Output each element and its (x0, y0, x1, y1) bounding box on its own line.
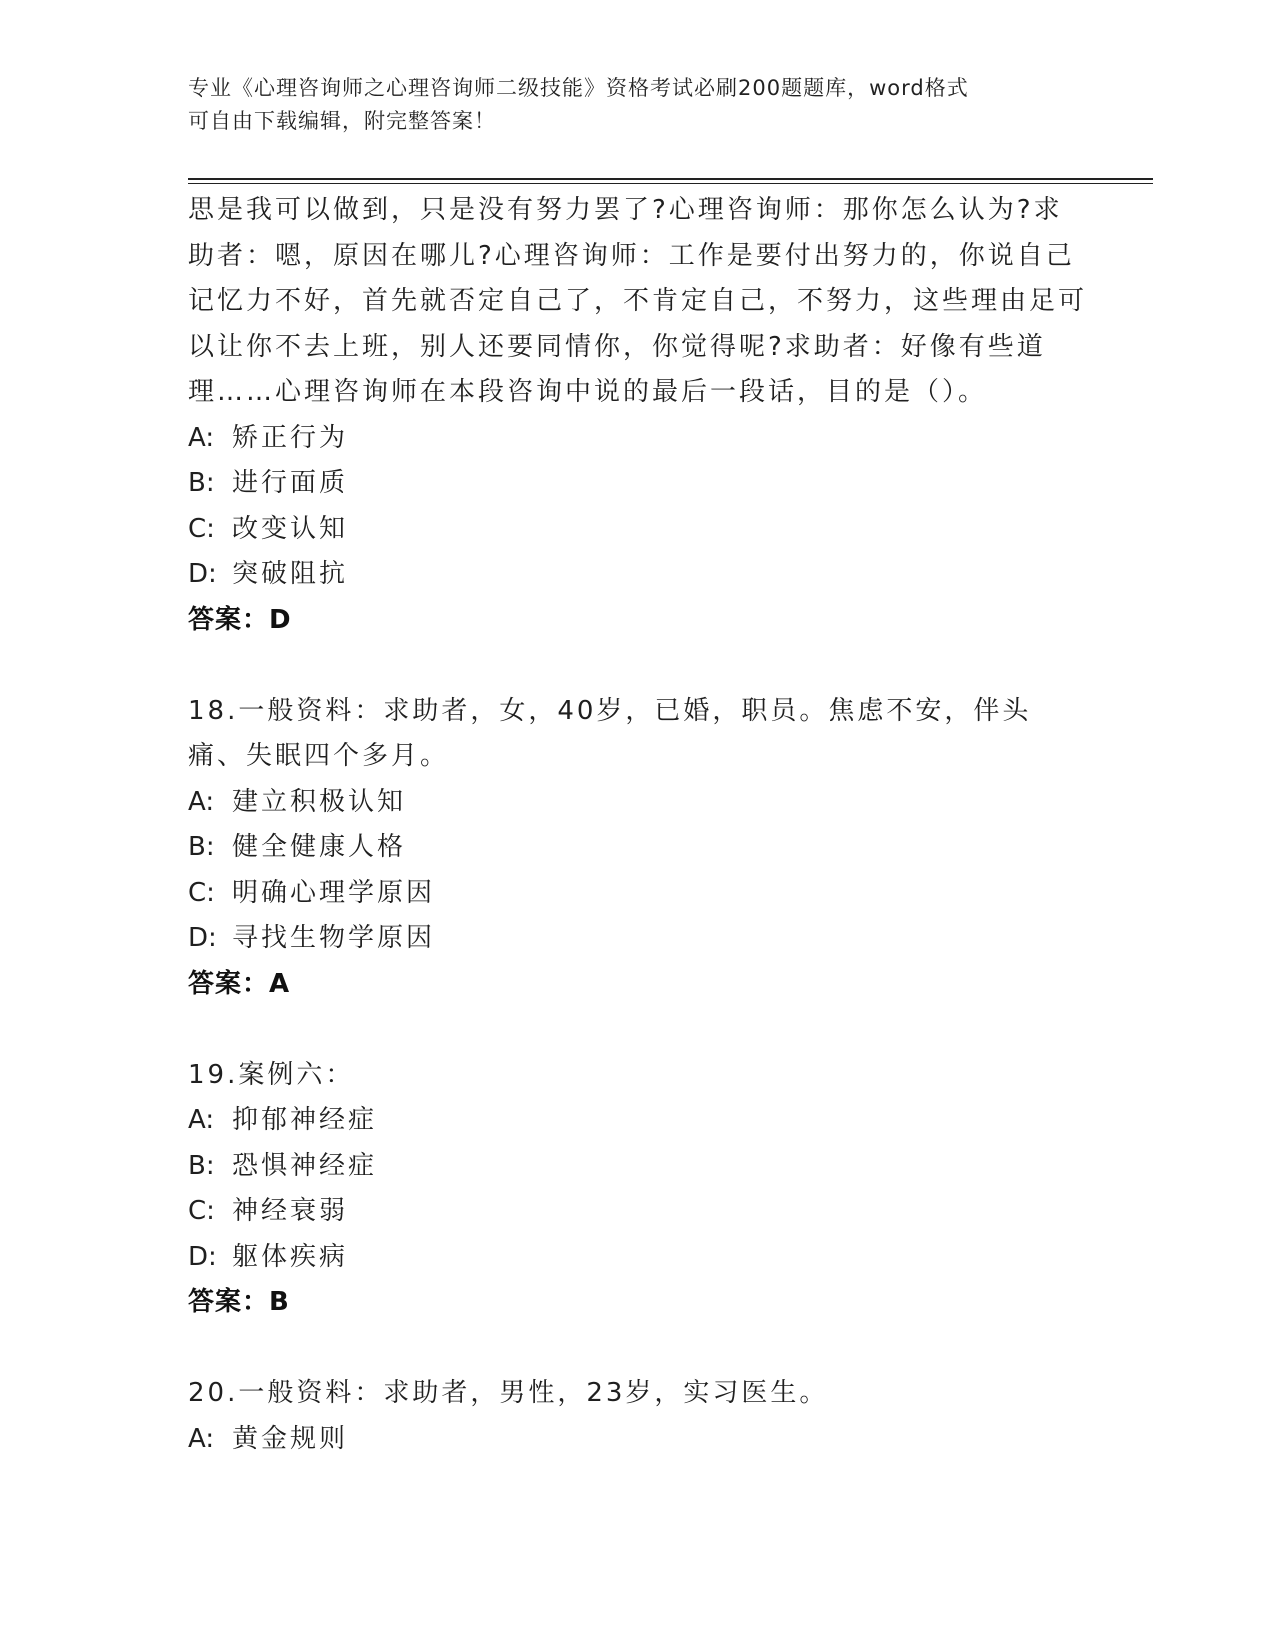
option-letter: A: (188, 422, 215, 453)
option-b (188, 825, 1088, 871)
option-a (188, 780, 1088, 826)
option-d (188, 916, 1088, 962)
option-text: 躯体疾病 (232, 1241, 349, 1272)
spacer (188, 643, 1088, 689)
option-d (188, 1235, 1088, 1281)
option-text: 进行面质 (232, 468, 349, 498)
question-20 (188, 1371, 1088, 1462)
answer-line: 答案：B (188, 1287, 290, 1317)
question-stem: 19.案例六： (188, 1059, 355, 1090)
question-19 (188, 1053, 1088, 1326)
option-text: 抑郁神经症 (232, 1105, 378, 1135)
option-letter: C: (188, 1196, 215, 1226)
option-text: 神经衰弱 (232, 1196, 349, 1226)
option-letter: C: (188, 877, 215, 908)
header-divider-thin (188, 183, 1153, 184)
option-a (188, 416, 1088, 462)
spacer (188, 1326, 1088, 1372)
option-b (188, 461, 1088, 507)
document-body (188, 188, 1088, 1462)
option-letter: D: (188, 559, 217, 589)
option-text: 明确心理学原因 (232, 877, 436, 908)
option-letter: A: (188, 1423, 215, 1454)
question-stem: 20.一般资料：求助者，男性，23岁，实习医生。 (188, 1378, 829, 1408)
question-17 (188, 188, 1088, 643)
option-c (188, 1189, 1088, 1235)
option-text: 黄金规则 (232, 1423, 349, 1454)
option-text: 突破阻抗 (232, 559, 349, 589)
page-header: 专业《心理咨询师之心理咨询师二级技能》资格考试必刷200题题库，word格式 可自由下载编辑，附完整答案！ (188, 76, 969, 133)
option-a (188, 1098, 1088, 1144)
option-text: 改变认知 (232, 513, 349, 544)
option-letter: B: (188, 1150, 215, 1181)
option-letter: D: (188, 923, 217, 953)
option-text: 恐惧神经症 (232, 1150, 378, 1181)
option-letter: B: (188, 468, 215, 498)
answer-line: 答案：A (188, 968, 291, 999)
option-text: 健全健康人格 (232, 832, 407, 862)
option-a (188, 1417, 1088, 1463)
option-text: 寻找生物学原因 (232, 923, 436, 953)
option-text: 建立积极认知 (232, 786, 407, 817)
question-18 (188, 689, 1088, 1008)
question-stem: 思是我可以做到，只是没有努力罢了?心理咨询师：那你怎么认为?求助者：嗯，原因在哪儿?心理咨询师：工作是要付出努力的，你说自己记忆力不好，首先就否定自己了，不肯定自己，不努力，这些理由足可以让你不去上班，别人还要同情你，你觉得呢?求助者：好像有些道理……心理咨询师在本段咨询中说的最后一段话，目的是（）。 (188, 195, 1088, 407)
spacer (188, 1007, 1088, 1053)
option-d (188, 552, 1088, 598)
answer-line: 答案：D (188, 604, 292, 635)
option-letter: B: (188, 832, 215, 862)
option-letter: C: (188, 513, 215, 544)
option-c (188, 507, 1088, 553)
option-letter: D: (188, 1241, 217, 1272)
question-stem: 18.一般资料：求助者，女，40岁，已婚，职员。焦虑不安，伴头痛、失眠四个多月。 (188, 695, 1032, 771)
option-text: 矫正行为 (232, 422, 349, 453)
header-divider-thick (188, 178, 1153, 180)
option-c (188, 871, 1088, 917)
option-letter: A: (188, 786, 215, 817)
option-letter: A: (188, 1105, 215, 1135)
option-b (188, 1144, 1088, 1190)
